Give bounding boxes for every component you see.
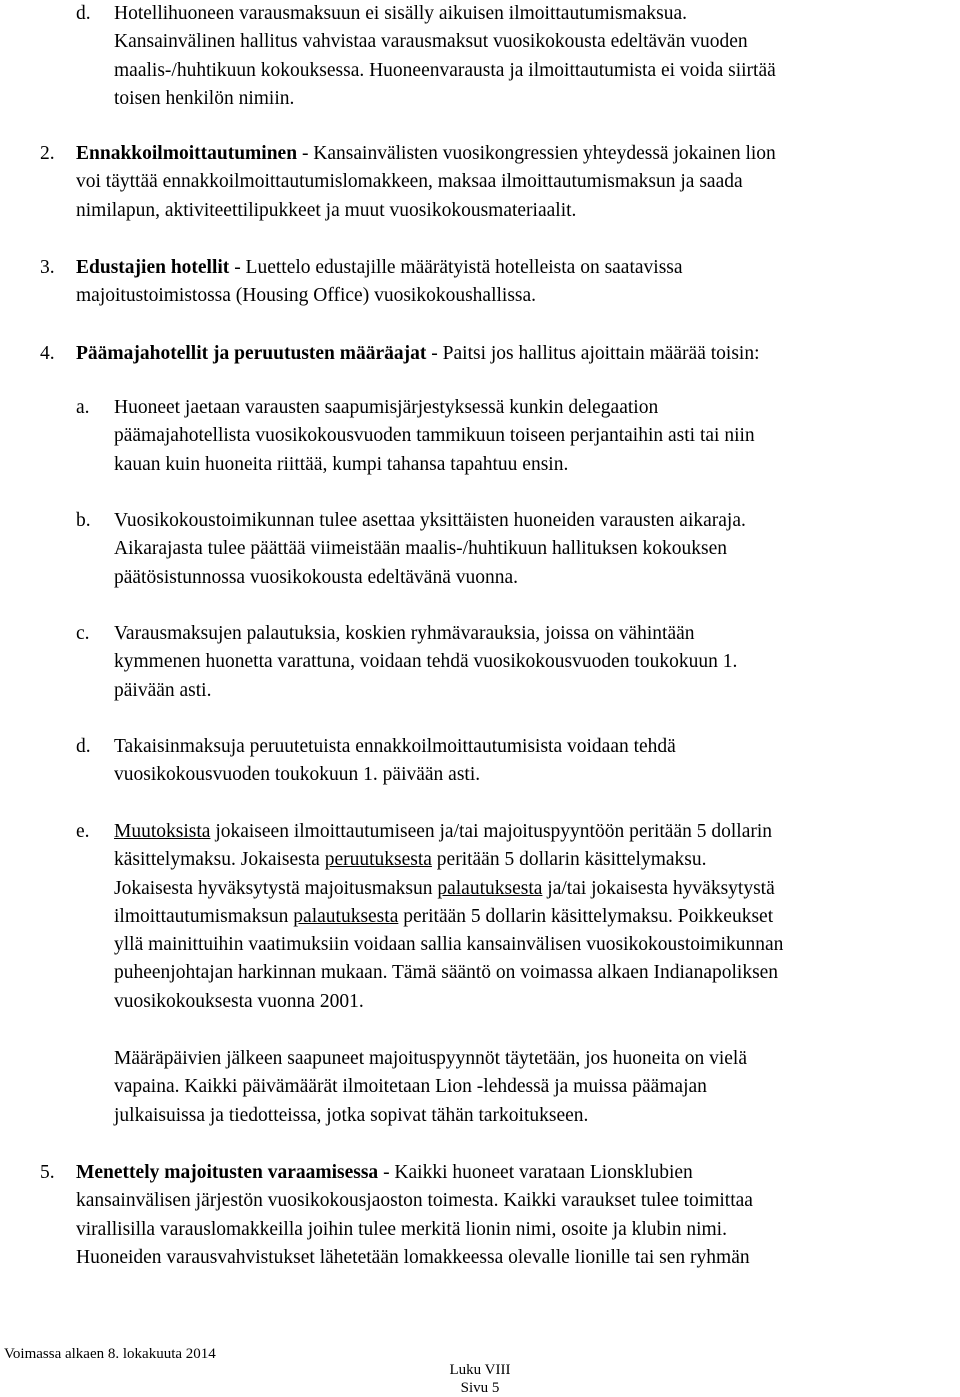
sub-b-label: b.: [76, 510, 91, 531]
text-line: voi täyttää ennakkoilmoittautumislomakkeen, maksaa ilmoittautumismaksun ja saada: [76, 171, 743, 193]
sub-e-paragraph-2: [114, 1045, 747, 1130]
text-span: - Paitsi jos hallitus ajoittain määrää toisin:: [426, 343, 760, 364]
text-line: maalis-/huhtikuun kokouksessa. Huoneenvarausta ja ilmoittautumista ei voida siirtää: [114, 59, 776, 81]
text-line: Takaisinmaksuja peruutetuista ennakkoilmoittautumisista voidaan tehdä: [114, 736, 676, 757]
item-2-label: 2.: [40, 143, 55, 164]
text-line: Aikarajasta tulee päättää viimeistään maalis-/huhtikuun hallituksen kokouksen: [114, 538, 727, 560]
underlined-term: peruutuksesta: [324, 849, 432, 871]
sub-e-text: [114, 818, 783, 1016]
text-span: peritään 5 dollarin käsittelymaksu.: [431, 849, 707, 871]
item-3-label: 3.: [40, 257, 55, 278]
text-span: Jokaisesta hyväksytystä majoitusmaksun: [114, 877, 438, 899]
text-span: käsittelymaksu. Jokaisesta: [114, 849, 325, 871]
text-line: virallisilla varauslomakkeilla joihin tulee merkitä lionin nimi, osoite ja klubin nimi.: [76, 1218, 727, 1240]
text-line: kauan kuin huoneita riittää, kumpi tahansa tapahtuu ensin.: [114, 453, 569, 475]
text-line: päämajahotellista vuosikokousvuoden tammikuun toiseen perjantaihin asti tai niin: [114, 425, 755, 447]
underlined-term: Muutoksista: [114, 821, 211, 842]
text-span: jokaiseen ilmoittautumiseen ja/tai majoituspyyntöön peritään 5 dollarin: [210, 821, 773, 842]
sub-a-text: [114, 394, 755, 479]
item-5-text: [76, 1159, 753, 1272]
text-line: vuosikokouksesta vuonna 2001.: [114, 990, 364, 1012]
sub-a-label: a.: [76, 397, 90, 418]
text-span: ilmoittautumismaksun: [114, 905, 294, 927]
item-4-label: 4.: [40, 343, 55, 364]
text-line: kansainvälisen järjestön vuosikokousjaoston toimesta. Kaikki varaukset tulee toimittaa: [76, 1190, 753, 1212]
text-span: peritään 5 dollarin käsittelymaksu. Poikkeukset: [398, 905, 774, 927]
sub-c-label: c.: [76, 623, 90, 644]
text-line: julkaisuissa ja tiedotteissa, jotka sopivat tähän tarkoitukseen.: [114, 1104, 589, 1126]
underlined-term: palautuksesta: [437, 877, 543, 899]
sub-c-text: [114, 620, 737, 705]
text-line: Hotellihuoneen varausmaksuun ei sisälly aikuisen ilmoittautumismaksua.: [114, 3, 687, 24]
footer-effective-date: Voimassa alkaen 8. lokakuuta 2014: [4, 1346, 216, 1362]
item-4-heading: Päämajahotellit ja peruutusten määräajat: [76, 343, 427, 364]
item-4-text: [76, 340, 760, 368]
text-line: Kansainvälinen hallitus vahvistaa varausmaksut vuosikokousta edeltävän vuoden: [114, 31, 748, 53]
text-line: Huoneiden varausvahvistukset lähetetään lomakkeessa olevalle lionille tai sen ryhmän: [76, 1246, 750, 1268]
sub-e-label: e.: [76, 821, 90, 842]
text-line: päätösistunnossa vuosikokousta edeltävänä vuonna.: [114, 566, 519, 588]
item-3-heading: Edustajien hotellit: [76, 257, 230, 278]
text-span: ja/tai jokaisesta hyväksytystä: [542, 877, 775, 899]
text-line: Huoneet jaetaan varausten saapumisjärjestyksessä kunkin delegaation: [114, 397, 659, 418]
footer-chapter: Luku VIII: [449, 1362, 511, 1378]
text-line: päivään asti.: [114, 679, 212, 701]
text-line: Varausmaksujen palautuksia, koskien ryhmävarauksia, joissa on vähintään: [114, 623, 695, 644]
text-line: Vuosikokoustoimikunnan tulee asettaa yksittäisten huoneiden varausten aikaraja.: [114, 510, 746, 531]
sub-d-text: [114, 733, 676, 790]
sub-d-label: d.: [76, 736, 91, 757]
item-d-top-label: d.: [76, 3, 91, 24]
text-line: toisen henkilön nimiin.: [114, 87, 295, 109]
text-span: - Kaikki huoneet varataan Lionsklubien: [378, 1162, 693, 1183]
text-line: yllä mainittuihin vaatimuksiin voidaan sallia kansainvälisen vuosikokoustoimikunnan: [114, 934, 784, 956]
underlined-term: palautuksesta: [293, 905, 399, 927]
text-line: vuosikokousvuoden toukokuun 1. päivään asti.: [114, 764, 481, 786]
text-span: - Luettelo edustajille määrätyistä hotelleista on saatavissa: [229, 257, 683, 278]
sub-b-text: [114, 507, 746, 592]
item-2-heading: Ennakkoilmoittautuminen: [76, 143, 298, 164]
footer-page-number: Sivu 5: [460, 1380, 500, 1396]
text-line: nimilapun, aktiviteettilipukkeet ja muut vuosikokousmateriaalit.: [76, 199, 577, 221]
item-d-top-text: [114, 0, 776, 113]
text-line: Määräpäivien jälkeen saapuneet majoituspyynnöt täytetään, jos huoneita on vielä: [114, 1048, 747, 1069]
item-5-label: 5.: [40, 1162, 55, 1183]
text-line: puheenjohtajan harkinnan mukaan. Tämä sääntö on voimassa alkaen Indianapoliksen: [114, 962, 779, 984]
item-3-text: [76, 254, 683, 311]
item-5-heading: Menettely majoitusten varaamisessa: [76, 1162, 379, 1183]
text-span: - Kansainvälisten vuosikongressien yhteydessä jokainen lion: [297, 143, 776, 164]
text-line: kymmenen huonetta varattuna, voidaan tehdä vuosikokousvuoden toukokuun 1.: [114, 651, 738, 673]
item-2-text: [76, 140, 776, 225]
text-line: vapaina. Kaikki päivämäärät ilmoitetaan Lion -lehdessä ja muissa päämajan: [114, 1076, 707, 1098]
text-line: majoitustoimistossa (Housing Office) vuosikokoushallissa.: [76, 285, 537, 307]
